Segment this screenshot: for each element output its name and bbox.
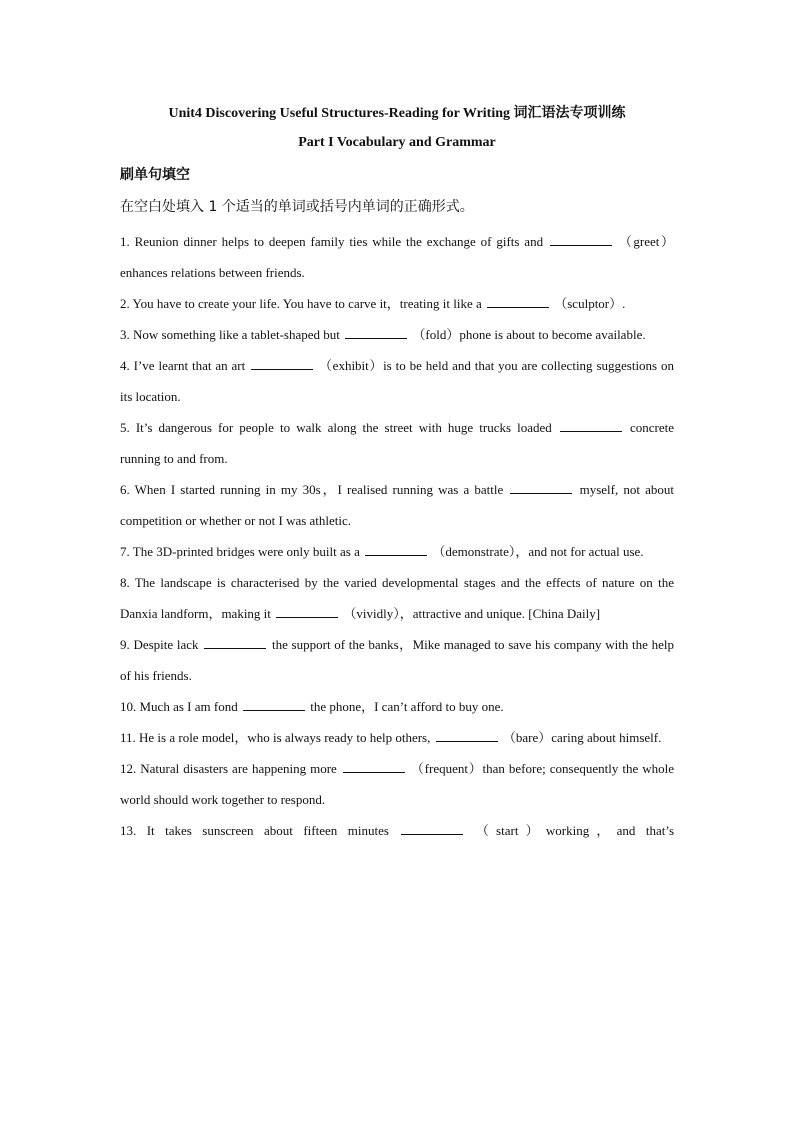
exercise-list (120, 226, 674, 846)
section-heading: 刷单句填空 (120, 167, 190, 183)
answer-blank[interactable] (560, 419, 622, 432)
exercise-item: 13. It takes sunscreen about fifteen minutes （start）working，and that’s (120, 823, 675, 838)
answer-blank[interactable] (487, 295, 549, 308)
answer-blank[interactable] (243, 698, 305, 711)
answer-blank[interactable] (276, 605, 338, 618)
exercise-item: 5. It’s dangerous for people to walk along the street with huge trucks loaded concrete running to and from. (120, 420, 675, 466)
instruction-text: 在空白处填入 1 个适当的单词或括号内单词的正确形式。 (120, 199, 474, 215)
document-title: Unit4 Discovering Useful Structures-Reading for Writing 词汇语法专项训练 (168, 106, 626, 121)
document-subtitle: Part I Vocabulary and Grammar (298, 135, 496, 150)
answer-blank[interactable] (204, 636, 266, 649)
answer-blank[interactable] (401, 822, 463, 835)
exercise-item: 2. You have to create your life. You have to carve it，treating it like a （sculptor）. (120, 296, 626, 311)
answer-blank[interactable] (436, 729, 498, 742)
answer-blank[interactable] (343, 760, 405, 773)
answer-blank[interactable] (365, 543, 427, 556)
answer-blank[interactable] (510, 481, 572, 494)
exercise-item: 7. The 3D-printed bridges were only built as a （demonstrate），and not for actual use. (120, 544, 644, 559)
exercise-item: 11. He is a role model，who is always ready to help others, （bare）caring about himself. (120, 730, 662, 745)
answer-blank[interactable] (550, 233, 612, 246)
exercise-item: 6. When I started running in my 30s，I realised running was a battle myself, not about competition or whether or not I was athletic. (120, 482, 674, 528)
exercise-item: 10. Much as I am fond the phone，I can’t afford to buy one. (120, 699, 504, 714)
exercise-item: 1. Reunion dinner helps to deepen family ties while the exchange of gifts and （greet）enhances relations between friends. (120, 234, 675, 280)
answer-blank[interactable] (345, 326, 407, 339)
exercise-item: 12. Natural disasters are happening more （frequent）than before; consequently the whole world should work together to respond. (120, 761, 675, 807)
exercise-item: 4. I’ve learnt that an art （exhibit）is to be held and that you are collecting suggestions on its location. (120, 358, 675, 404)
answer-blank[interactable] (251, 357, 313, 370)
exercise-item: 9. Despite lack the support of the banks，Mike managed to save his company with the help of his friends. (120, 637, 675, 683)
exercise-item: 3. Now something like a tablet-shaped but （fold）phone is about to become available. (120, 327, 646, 342)
exercise-item: 8. The landscape is characterised by the varied developmental stages and the effects of nature on the Danxia landform，making it （vividly），attractive and unique. [China Daily] (120, 575, 674, 621)
